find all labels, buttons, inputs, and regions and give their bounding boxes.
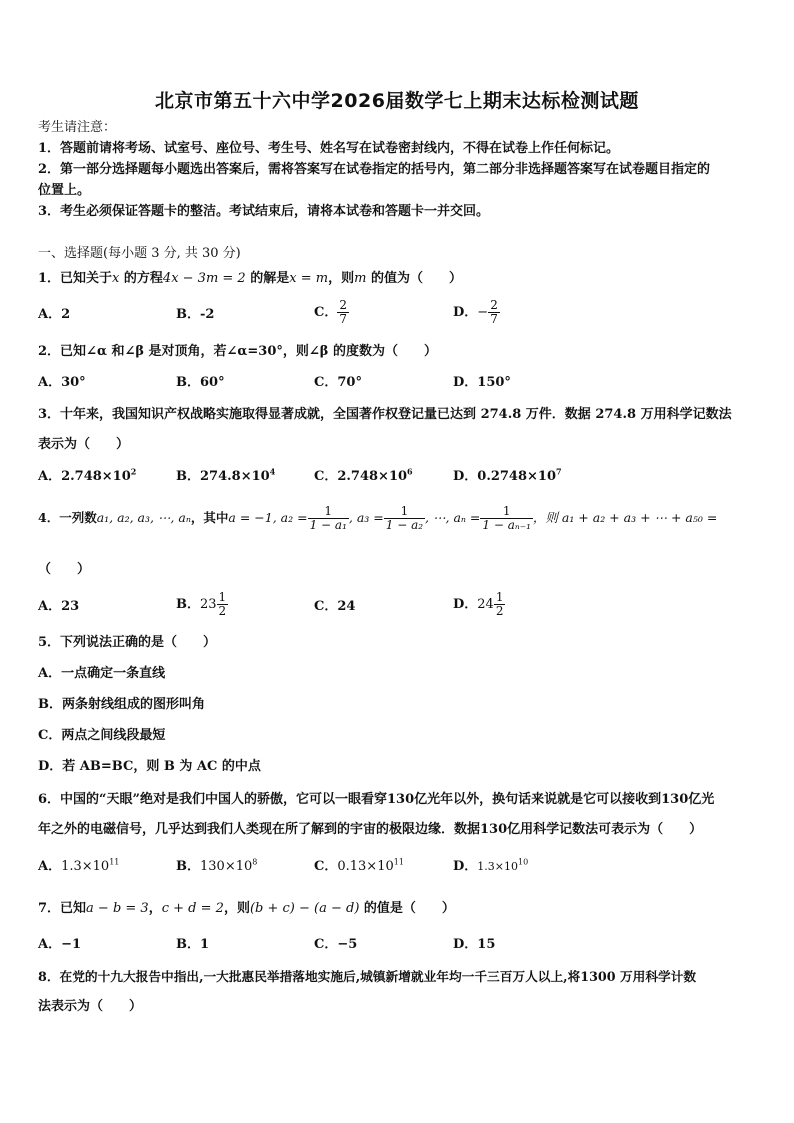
q3-b-exp: 4 bbox=[269, 466, 276, 477]
q1-c-denominator: 7 bbox=[339, 312, 347, 326]
q5-option-a: A．一点确定一条直线 bbox=[38, 666, 166, 681]
q4-b-int: 23 bbox=[200, 597, 217, 612]
q6-option-b bbox=[176, 859, 257, 875]
q1-var-x: x bbox=[112, 271, 120, 286]
q6-d-exp: 10 bbox=[518, 857, 529, 867]
notice-item-3: 3．考生必须保证答题卡的整洁。考试结束后，请将本试卷和答题卡一并交回。 bbox=[38, 204, 490, 219]
question-8-line-2: 法表示为（ ） bbox=[38, 999, 143, 1014]
q6-c-exp: 11 bbox=[393, 857, 404, 867]
q2-option-a: A．30° bbox=[38, 375, 86, 390]
q6-option-c bbox=[314, 859, 404, 875]
q6-a-exp: 11 bbox=[109, 857, 120, 867]
q3-option-a bbox=[38, 466, 137, 485]
notice-item-1: 1．答题前请将考场、试室号、座位号、考生号、姓名写在试卷密封线内，不得在试卷上作任何标记。 bbox=[38, 141, 620, 156]
q3-option-d bbox=[453, 466, 562, 485]
q1-option-c bbox=[314, 299, 349, 326]
question-3-line-1: 3．十年来，我国知识产权战略实施取得显著成就，全国著作权登记量已达到 274.8 万件．数据 274.8 万用科学记数法 bbox=[38, 407, 732, 422]
q6-option-a bbox=[38, 859, 119, 875]
question-5: 5．下列说法正确的是（ ） bbox=[38, 635, 217, 650]
q5-option-c: C．两点之间线段最短 bbox=[38, 728, 166, 743]
notice-item-2-cont: 位置上。 bbox=[38, 183, 91, 198]
q3-b-base: B．274.8×10 bbox=[176, 469, 270, 484]
q1-option-c-label: C． bbox=[314, 305, 338, 320]
q4-frac-a3 bbox=[384, 505, 425, 532]
q1-tail: 的值为（ ） bbox=[366, 271, 462, 286]
q4-option-a: A．23 bbox=[38, 599, 80, 614]
question-6-line-1: 6．中国的“天眼”绝对是我们中国人的骄傲，它可以一眼看穿130亿光年以外，换句话来说就是它可以接收到130亿光 bbox=[38, 792, 715, 807]
q6-c-base: 0.13×10 bbox=[337, 859, 394, 874]
q1-c-numerator: 2 bbox=[339, 298, 347, 312]
q4-d-fraction bbox=[494, 591, 506, 618]
q4-a3-num: 1 bbox=[384, 505, 425, 519]
question-8-line-1: 8．在党的十九大报告中指出,一大批惠民举措落地实施后,城镇新增就业年均一千三百万人以上,将1300 万用科学计数 bbox=[38, 969, 697, 984]
q1-option-b: B．-2 bbox=[176, 307, 215, 322]
q4-a3-den: 1 − a₂ bbox=[385, 518, 424, 532]
q1-option-d bbox=[453, 299, 500, 326]
q2-option-c: C．70° bbox=[314, 375, 362, 390]
q4-mid: ，其中 bbox=[190, 510, 229, 525]
q7-tail: 的值是（ ） bbox=[359, 901, 455, 916]
q3-c-base: C．2.748×10 bbox=[314, 469, 408, 484]
q3-d-base: D．0.2748×10 bbox=[453, 469, 557, 484]
q4-a1: a = −1, a₂ = bbox=[228, 510, 308, 525]
q6-a-label: A． bbox=[38, 859, 62, 874]
q4-a2-den: 1 − a₁ bbox=[309, 518, 347, 532]
q4-option-c: C．24 bbox=[314, 599, 356, 614]
q4-a3: , a₃ = bbox=[348, 510, 384, 525]
q3-a-exp: 2 bbox=[130, 466, 137, 477]
question-6-line-2: 年之外的电磁信号，几乎达到我们人类现在所了解到的宇宙的极限边缘．数据130亿用科学记数法可表示为（ ） bbox=[38, 822, 703, 837]
q4-frac-an bbox=[480, 505, 532, 532]
q6-d-label: D． bbox=[453, 859, 478, 874]
q1-d-numerator: 2 bbox=[490, 298, 498, 312]
q1-option-c-fraction bbox=[337, 299, 349, 326]
q4-prefix: 4．一列数 bbox=[38, 510, 97, 525]
q4-sum: ，则 a₁ + a₂ + a₃ + ⋯ + a₅₀ = bbox=[532, 510, 718, 525]
q4-a2-num: 1 bbox=[308, 505, 349, 519]
q1-mid3: ，则 bbox=[328, 271, 355, 286]
question-7 bbox=[38, 901, 768, 917]
q6-c-label: C． bbox=[314, 859, 338, 874]
question-3-line-2: 表示为（ ） bbox=[38, 437, 130, 452]
q3-option-c bbox=[314, 466, 413, 485]
question-4-paren: （ ） bbox=[38, 562, 91, 577]
q3-c-exp: 6 bbox=[407, 466, 413, 477]
notice-item-2: 2．第一部分选择题每小题选出答案后，需将答案写在试卷指定的括号内，第二部分非选择题答案写在试卷题目指定的 bbox=[38, 162, 711, 177]
q6-option-d bbox=[453, 859, 528, 875]
q1-equation: 4x − 3m = 2 bbox=[162, 271, 246, 286]
q4-d-num: 1 bbox=[495, 590, 504, 604]
q7-option-d: D．15 bbox=[453, 937, 496, 952]
section-heading: 一、选择题(每小题 3 分, 共 30 分) bbox=[38, 246, 241, 261]
q4-b-num: 1 bbox=[218, 590, 227, 604]
q7-prefix: 7．已知 bbox=[38, 901, 87, 916]
q7-mid: ，则 bbox=[223, 901, 250, 916]
q4-sequence: a₁, a₂, a₃, ⋯, aₙ bbox=[96, 510, 191, 525]
q7-expr-1: a − b = 3 bbox=[86, 901, 149, 916]
q1-option-d-fraction bbox=[488, 299, 500, 326]
q5-option-b: B．两条射线组成的图形叫角 bbox=[38, 697, 205, 712]
q4-option-d-label: D． bbox=[453, 597, 478, 612]
question-1 bbox=[38, 271, 768, 287]
q7-expr-3: (b + c) − (a − d) bbox=[249, 901, 360, 916]
q1-prefix: 1．已知关于 bbox=[38, 271, 113, 286]
question-4 bbox=[38, 505, 768, 532]
q4-b-den: 2 bbox=[218, 604, 227, 618]
q6-a-base: 1.3×10 bbox=[61, 859, 110, 874]
q7-sep: ， bbox=[148, 901, 162, 916]
q4-d-int: 24 bbox=[477, 597, 494, 612]
q6-b-label: B． bbox=[176, 859, 200, 874]
q4-an: , ⋯, aₙ = bbox=[425, 510, 481, 525]
q5-option-d: D．若 AB=BC，则 B 为 AC 的中点 bbox=[38, 759, 261, 774]
q4-option-b-label: B． bbox=[176, 597, 200, 612]
q1-d-sign: − bbox=[477, 305, 489, 320]
q7-option-a: A．−1 bbox=[38, 937, 82, 952]
q6-b-base: 130×10 bbox=[200, 859, 253, 874]
q1-mid2: 的解是 bbox=[245, 271, 290, 286]
q1-option-d-label: D． bbox=[453, 305, 478, 320]
notice-heading: 考生请注意： bbox=[38, 120, 117, 135]
q1-option-a: A．2 bbox=[38, 307, 71, 322]
q4-an-num: 1 bbox=[480, 505, 532, 519]
q7-option-b: B．1 bbox=[176, 937, 210, 952]
q2-option-b: B．60° bbox=[176, 375, 225, 390]
q6-b-exp: 8 bbox=[252, 857, 258, 867]
q7-expr-2: c + d = 2 bbox=[161, 901, 224, 916]
q3-option-b bbox=[176, 466, 276, 485]
q1-solution: x = m bbox=[289, 271, 329, 286]
q4-option-d bbox=[453, 591, 505, 618]
q3-a-base: A．2.748×10 bbox=[38, 469, 131, 484]
q4-d-den: 2 bbox=[495, 604, 504, 618]
q2-option-d: D．150° bbox=[453, 375, 511, 390]
q3-d-exp: 7 bbox=[556, 466, 562, 477]
q1-d-denominator: 7 bbox=[490, 312, 498, 326]
q7-option-c: C．−5 bbox=[314, 937, 358, 952]
q4-frac-a2 bbox=[308, 505, 349, 532]
q6-d-base: 1.3×10 bbox=[477, 860, 518, 873]
question-2: 2．已知∠α 和∠β 是对顶角，若∠α=30°，则∠β 的度数为（ ） bbox=[38, 344, 437, 359]
q4-b-fraction bbox=[217, 591, 229, 618]
q1-var-m: m bbox=[354, 271, 367, 286]
q4-option-b bbox=[176, 591, 228, 618]
q4-an-den: 1 − aₙ₋₁ bbox=[482, 518, 531, 532]
q1-mid1: 的方程 bbox=[119, 271, 163, 286]
page-title: 北京市第五十六中学2026届数学七上期末达标检测试题 bbox=[155, 90, 639, 112]
